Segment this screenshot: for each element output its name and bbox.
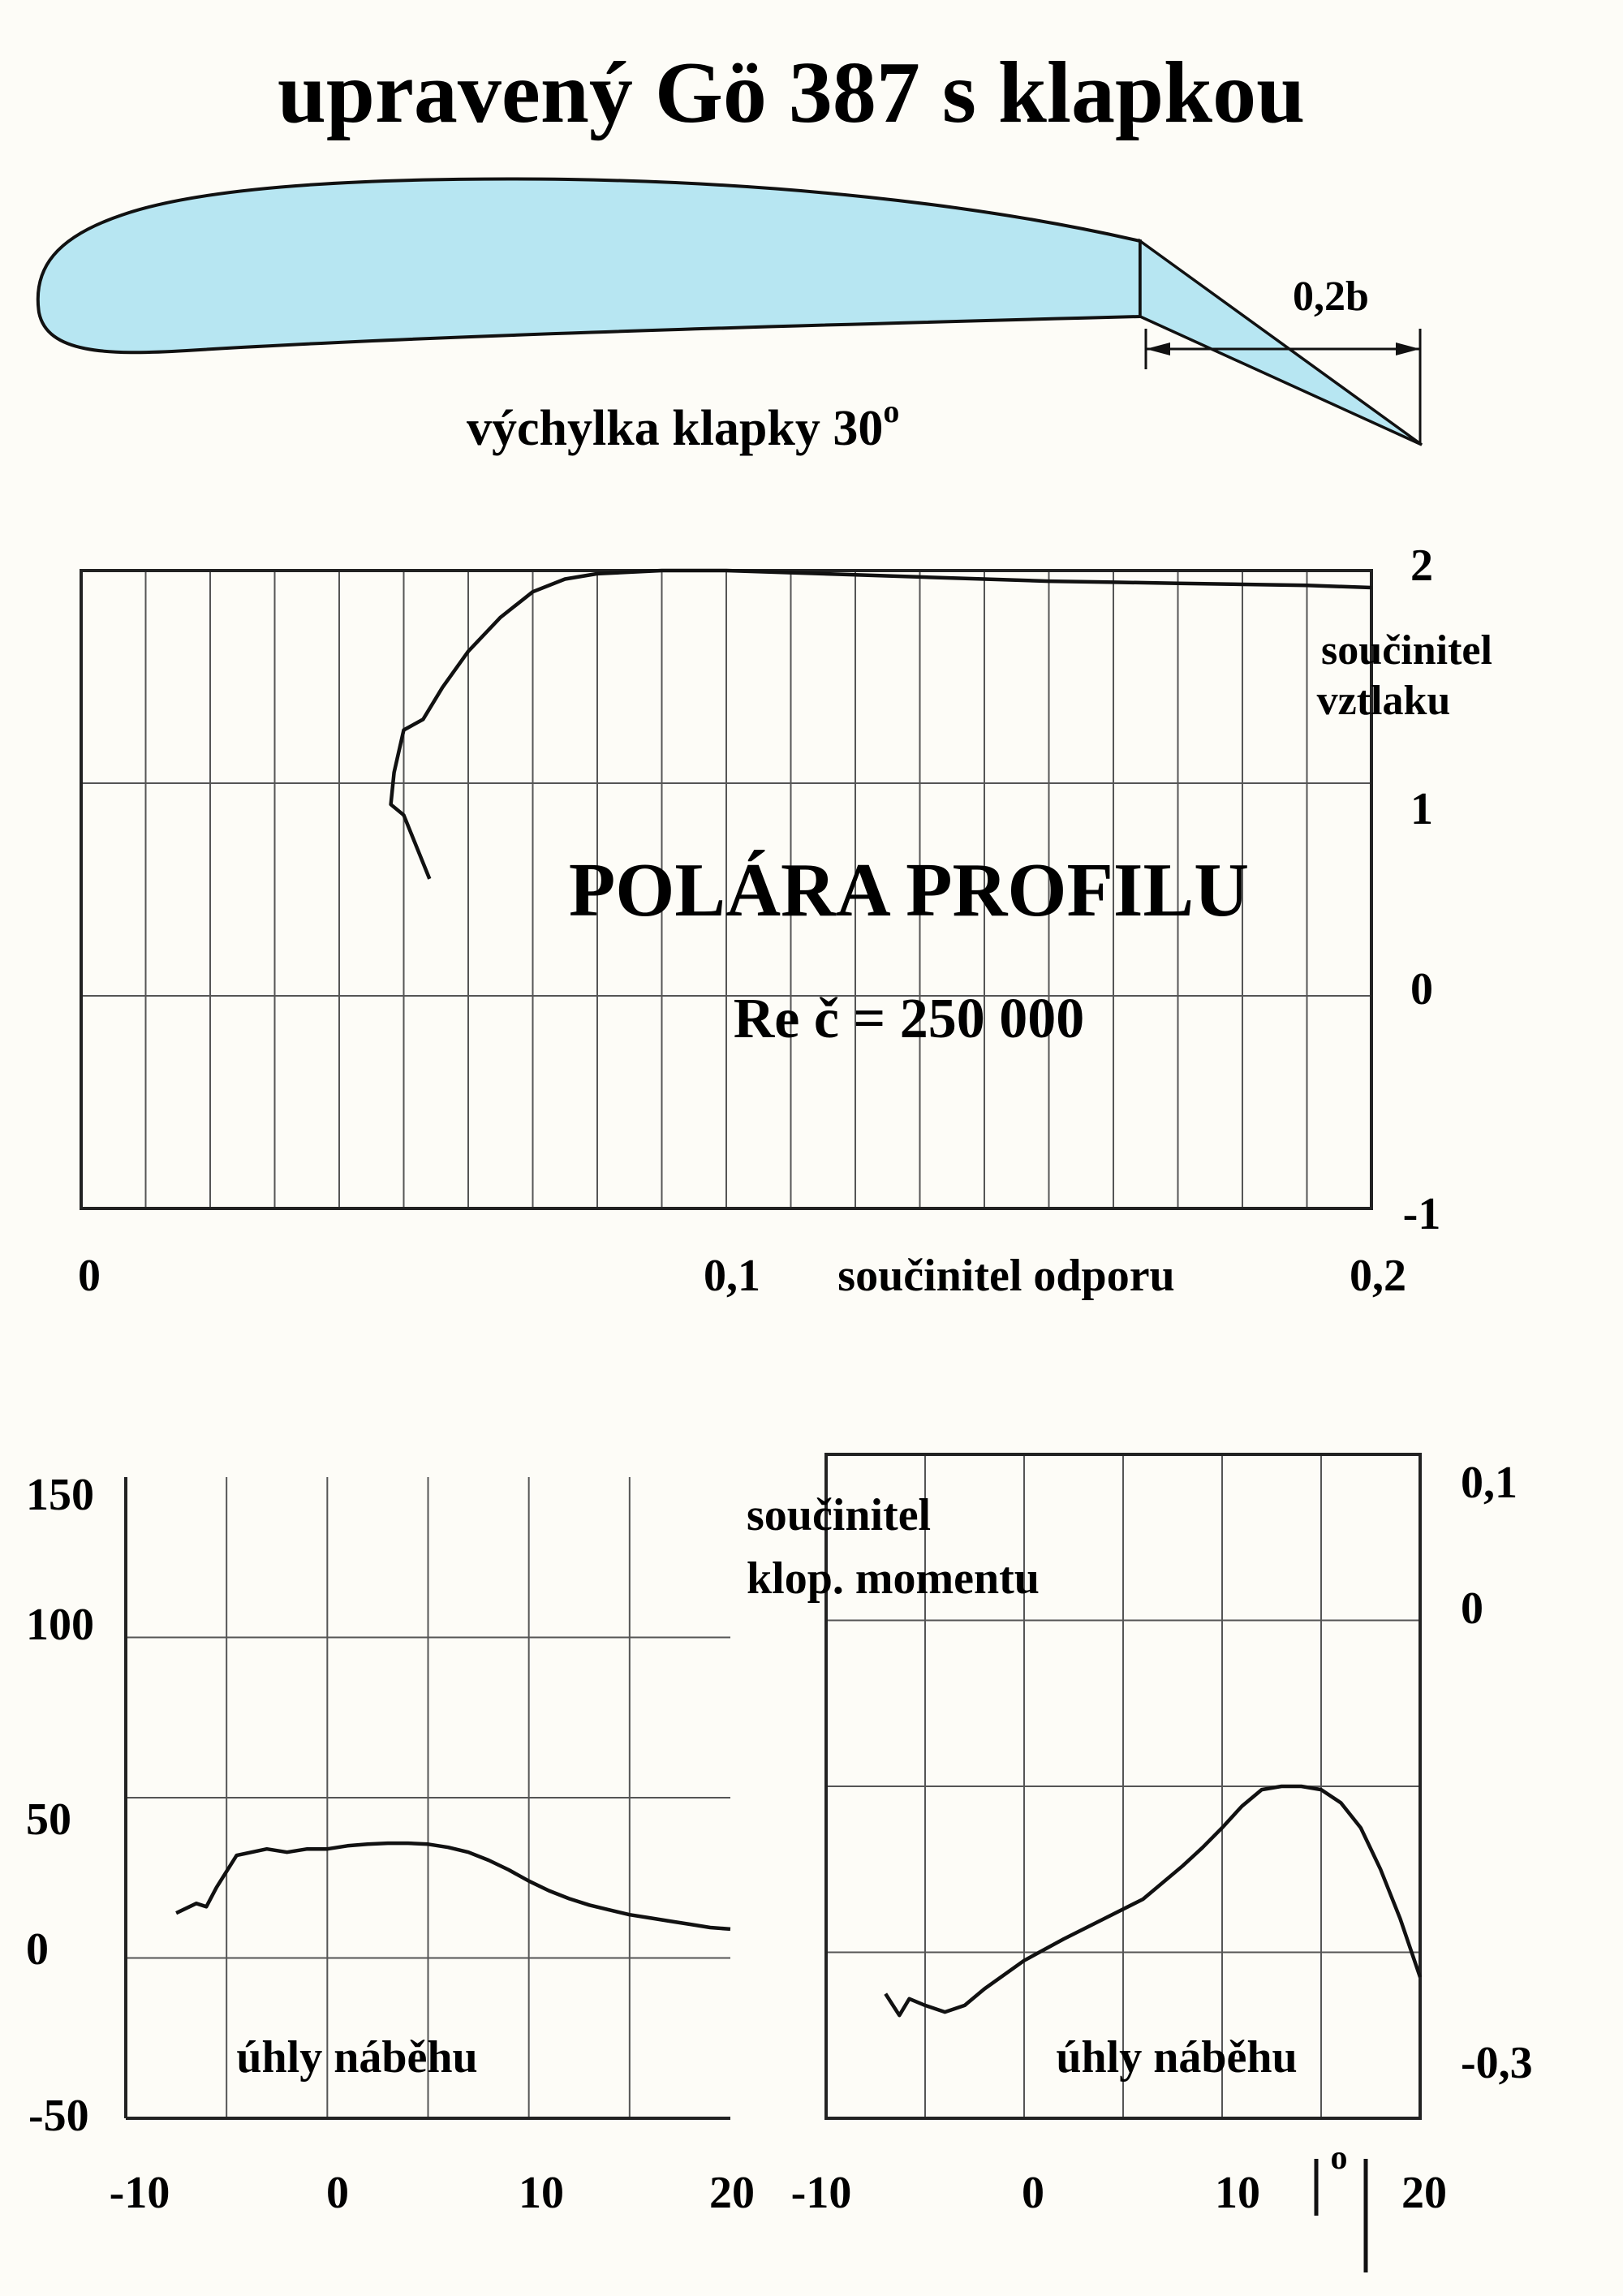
polar-chart-subtitle: Re č = 250 000 [733, 988, 1085, 1050]
airfoil-shape [38, 179, 1140, 353]
flap-dimension-arrow-left [1146, 342, 1170, 355]
polar-y-tick-label: -1 [1402, 1189, 1441, 1239]
polar-x-tick-label: 0,1 [704, 1251, 760, 1301]
lower-right-y-tick-labels [1461, 1458, 1533, 2088]
lower-left-chart [26, 1470, 755, 2218]
moment-ylabel [747, 1490, 1040, 1604]
lower-left-y-tick-labels [26, 1470, 94, 2141]
polar-ylabel-line1: součinitel [1321, 627, 1492, 674]
lower-left-x-tick-label: -10 [109, 2168, 170, 2218]
lower-right-x-tick-label: 10 [1215, 2168, 1260, 2218]
lower-right-chart [747, 1454, 1533, 2272]
lower-left-y-tick-label: 100 [26, 1600, 94, 1650]
degree-unit-marker [1316, 2139, 1366, 2272]
polar-xlabel: součinitel odporu [837, 1251, 1175, 1301]
moment-ylabel-line2: klop. momentu [747, 1553, 1040, 1604]
flap-chord-label: 0,2b [1293, 274, 1369, 320]
polar-x-tick-labels [78, 1251, 1406, 1301]
lower-right-y-tick-label: 0 [1461, 1583, 1483, 1634]
flap-dimension-arrow-right [1396, 342, 1420, 355]
lower-right-xlabel: úhly náběhu [1056, 2032, 1298, 2083]
lower-right-y-tick-label: -0,3 [1461, 2038, 1533, 2088]
polar-y-tick-label: 0 [1410, 964, 1433, 1014]
lower-left-x-tick-labels [110, 2168, 755, 2218]
polar-y-tick-label: 2 [1410, 541, 1433, 591]
lower-right-x-tick-labels [791, 2168, 1447, 2218]
lower-left-x-tick-label: 10 [519, 2168, 564, 2218]
lower-left-y-tick-label: -50 [28, 2091, 89, 2141]
polar-ylabel [1317, 627, 1503, 724]
flap-shape [1140, 241, 1422, 445]
lower-left-y-tick-label: 50 [26, 1794, 71, 1845]
polar-x-tick-label: 0 [78, 1251, 101, 1301]
lower-right-curve [885, 1786, 1420, 2015]
polar-curve [391, 571, 1371, 879]
lower-left-gridlines [126, 1477, 730, 2118]
degree-mark: o [883, 393, 900, 429]
flap-deflection-label [467, 393, 899, 456]
polar-x-tick-label: 0,2 [1350, 1251, 1406, 1301]
page-title: upravený Gö 387 s klapkou [277, 45, 1306, 141]
lower-left-curve [176, 1843, 730, 1929]
lower-left-y-tick-label: 0 [26, 1924, 49, 1975]
lower-left-x-tick-label: 20 [709, 2168, 755, 2218]
polar-chart-title: POLÁRA PROFILU [568, 848, 1250, 933]
polar-ylabel-line2: vztlaku [1316, 678, 1451, 724]
polar-y-tick-label: 1 [1410, 784, 1433, 834]
lower-left-y-tick-label: 150 [26, 1470, 94, 1520]
moment-ylabel-line1: součinitel [747, 1490, 932, 1540]
lower-left-x-tick-label: 0 [326, 2168, 349, 2218]
lower-left-xlabel: úhly náběhu [236, 2032, 478, 2083]
degree-unit-symbol: o [1330, 2139, 1348, 2177]
lower-right-y-tick-label: 0,1 [1461, 1458, 1518, 1508]
polar-chart [78, 541, 1503, 1301]
lower-right-x-tick-label: -10 [790, 2168, 852, 2218]
lower-right-x-tick-label: 0 [1022, 2168, 1044, 2218]
flap-deflection-text: výchylka klapky 30 [467, 401, 884, 456]
lower-right-x-tick-label: 20 [1401, 2168, 1447, 2218]
